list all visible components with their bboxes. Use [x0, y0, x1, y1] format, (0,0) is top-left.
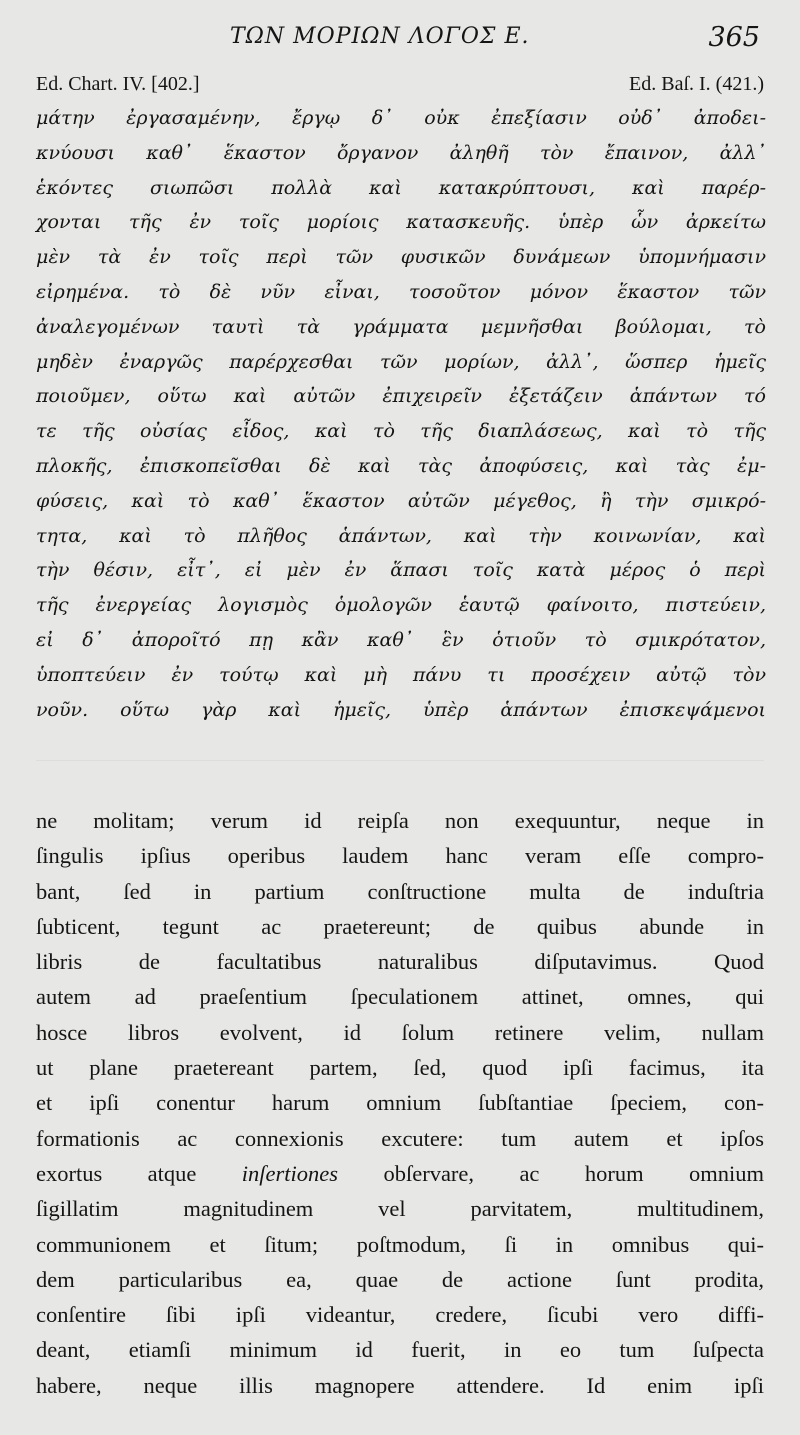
latin-line: conſentire ſibi ipſi videantur, credere, ſicubi vero diffi-	[36, 1302, 764, 1328]
latin-segment: exortus atque	[36, 1160, 242, 1186]
greek-line: τῆς ἐνεργείας λογισμὸς ὁμολογῶν ἑαυτῷ φαίνοιτο, πιστεύειν,	[36, 594, 766, 617]
latin-line: autem ad praeſentium ſpeculationem attinet, omnes, qui	[36, 984, 764, 1010]
greek-line: ὑποπτεύειν ἐν τούτῳ καὶ μὴ πάνυ τι προσέχειν αὐτῷ τὸν	[36, 663, 766, 686]
latin-line: communionem et ſitum; poſtmodum, ſi in omnibus qui-	[36, 1231, 764, 1257]
greek-line: νοῦν. οὕτω γὰρ καὶ ἡμεῖς, ὑπὲρ ἁπάντων ἐπισκεψάμενοι	[36, 698, 766, 721]
latin-line: ut plane praetereant partem, ſed, quod ipſi facimus, ita	[36, 1055, 764, 1081]
latin-line: et ipſi conentur harum omnium ſubſtantiae ſpeciem, con-	[36, 1090, 764, 1116]
greek-line: εἰ δ᾽ ἀποροῖτό πῃ κἂν καθ᾽ ἓν ὁτιοῦν τὸ σμικρότατον,	[36, 628, 766, 651]
greek-line: φύσεις, καὶ τὸ καθ᾽ ἕκαστον αὐτῶν μέγεθος, ἢ τὴν σμικρό-	[36, 489, 766, 512]
edition-basel-reference: Ed. Baſ. I. (421.)	[629, 73, 764, 95]
greek-line: μὲν τὰ ἐν τοῖς περὶ τῶν φυσικῶν δυνάμεων ὑπομνήμασιν	[36, 246, 766, 269]
latin-line: habere, neque illis magnopere attendere. Id enim ipſi	[36, 1372, 764, 1398]
greek-line: ἀναλεγομένων ταυτὶ τὰ γράμματα μεμνῆσθαι βούλομαι, τὸ	[36, 315, 766, 338]
latin-line: ſubticent, tegunt ac praetereunt; de quibus abunde in	[36, 913, 764, 939]
greek-line: χονται τῆς ἐν τοῖς μορίοις κατασκευῆς. ὑπὲρ ὧν ἀρκείτω	[36, 211, 766, 234]
greek-line: ἑκόντες σιωπῶσι πολλὰ καὶ κατακρύπτουσι, καὶ παρέρ-	[36, 176, 766, 199]
page-number: 365	[708, 22, 760, 53]
show-through-divider	[36, 760, 764, 761]
latin-line: formationis ac connexionis excutere: tum autem et ipſos	[36, 1125, 764, 1151]
latin-line: dem particularibus ea, quae de actione ſunt prodita,	[36, 1266, 764, 1292]
greek-line: τε τῆς οὐσίας εἶδος, καὶ τὸ τῆς διαπλάσεως, καὶ τὸ τῆς	[36, 420, 766, 443]
greek-line: εἰρημένα. τὸ δὲ νῦν εἶναι, τοσοῦτον μόνον ἕκαστον τῶν	[36, 280, 766, 303]
latin-line: ſingulis ipſius operibus laudem hanc veram eſſe compro-	[36, 843, 764, 869]
greek-line: μηδὲν ἐναργῶς παρέρχεσθαι τῶν μορίων, ἀλλ᾽, ὥσπερ ἡμεῖς	[36, 350, 766, 373]
greek-line: ποιοῦμεν, οὕτω καὶ αὐτῶν ἐπιχειρεῖν ἐξετάζειν ἁπάντων τό	[36, 385, 766, 408]
latin-line: deant, etiamſi minimum id fuerit, in eo tum ſuſpecta	[36, 1337, 764, 1363]
greek-text-block	[36, 101, 766, 727]
greek-line: μάτην ἐργασαμένην, ἔργῳ δ᾽ οὐκ ἐπεξίασιν οὐδ᾽ ἀποδει-	[36, 107, 766, 129]
italic-term: inſertiones	[241, 1160, 339, 1186]
latin-text-block	[36, 803, 764, 1403]
running-head: ΤΩΝ ΜΟΡΙΩΝ ΛΟΓΟΣ Ε.	[230, 24, 530, 49]
greek-line: τητα, καὶ τὸ πλῆθος ἁπάντων, καὶ τὴν κοινωνίαν, καὶ	[36, 524, 766, 547]
edition-chartier-reference: Ed. Chart. IV. [402.]	[36, 73, 200, 95]
latin-line: bant, ſed in partium conſtructione multa de induſtria	[36, 878, 764, 904]
latin-line: ne molitam; verum id reipſa non exequuntur, neque in	[36, 808, 764, 833]
latin-line: ſigillatim magnitudinem vel parvitatem, multitudinem,	[36, 1196, 764, 1222]
latin-segment: obſervare, ac horum omnium	[338, 1160, 764, 1186]
greek-line: τὴν θέσιν, εἶτ᾽, εἰ μὲν ἐν ἅπασι τοῖς κατὰ μέρος ὁ περὶ	[36, 559, 766, 582]
latin-line: hosce libros evolvent, id ſolum retinere velim, nullam	[36, 1019, 764, 1045]
greek-line: κνύουσι καθ᾽ ἕκαστον ὄργανον ἀληθῆ τὸν ἔπαινον, ἀλλ᾽	[36, 141, 766, 164]
latin-line-with-italic	[36, 1156, 764, 1191]
greek-line: πλοκῆς, ἐπισκοπεῖσθαι δὲ καὶ τὰς ἀποφύσεις, καὶ τὰς ἐμ-	[36, 454, 766, 477]
latin-line: libris de facultatibus naturalibus diſputavimus. Quod	[36, 949, 764, 975]
